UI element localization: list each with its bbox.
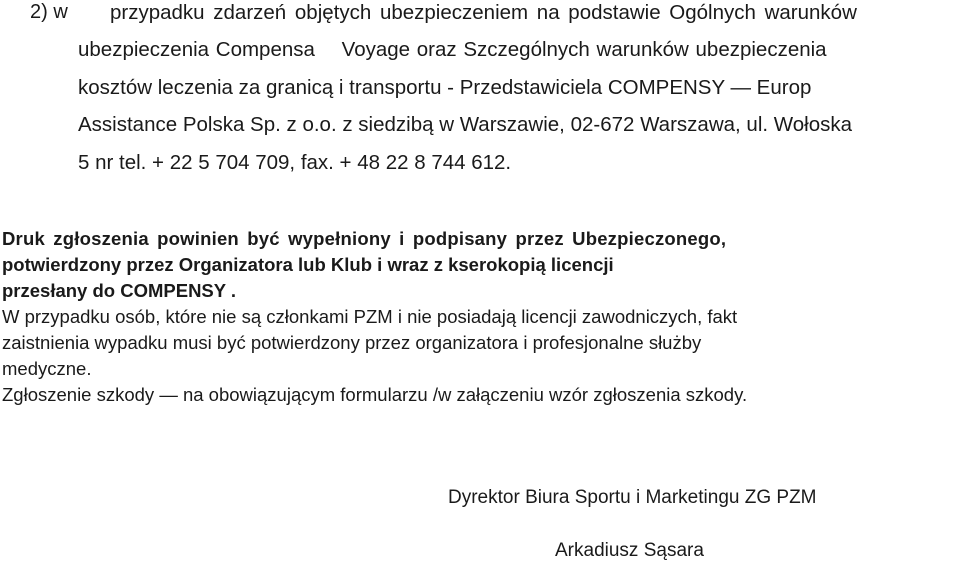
list-line-2: ubezpieczenia Compensa Voyage oraz Szczególnych warunków ubezpieczenia <box>78 38 827 61</box>
signature-title: Dyrektor Biura Sportu i Marketingu ZG PZM <box>448 487 817 508</box>
list-line-3: kosztów leczenia za granicą i transportu - Przedstawiciela COMPENSY — Europ <box>78 76 812 99</box>
notice-line-1: W przypadku osób, które nie są członkami PZM i nie posiadają licencji zawodniczych, fakt <box>2 306 738 327</box>
list-line-5: 5 nr tel. + 22 5 704 709, fax. + 48 22 8 744 612. <box>78 151 512 174</box>
list-marker: 2) w <box>30 1 68 23</box>
notice-bold-line-2: potwierdzony przez Organizatora lub Klub i wraz z kserokopią licencji <box>2 254 614 275</box>
notice-block <box>2 226 952 408</box>
signature-name: Arkadiusz Sąsara <box>555 540 704 561</box>
notice-bold-line-1: Druk zgłoszenia powinien być wypełniony i podpisany przez Ubezpieczonego, <box>2 228 727 249</box>
notice-line-4: Zgłoszenie szkody — na obowiązującym formularzu /w załączeniu wzór zgłoszenia szkody. <box>2 384 748 405</box>
notice-bold-line-3: przesłany do COMPENSY . <box>2 280 237 301</box>
notice-line-3: medyczne. <box>2 358 92 379</box>
list-line-4: Assistance Polska Sp. z o.o. z siedzibą w Warszawie, 02-672 Warszawa, ul. Wołoska <box>78 113 852 136</box>
list-line-1: przypadku zdarzeń objętych ubezpieczeniem na podstawie Ogólnych warunków <box>110 1 857 24</box>
notice-line-2: zaistnienia wypadku musi być potwierdzony przez organizatora i profesjonalne służby <box>2 332 702 353</box>
